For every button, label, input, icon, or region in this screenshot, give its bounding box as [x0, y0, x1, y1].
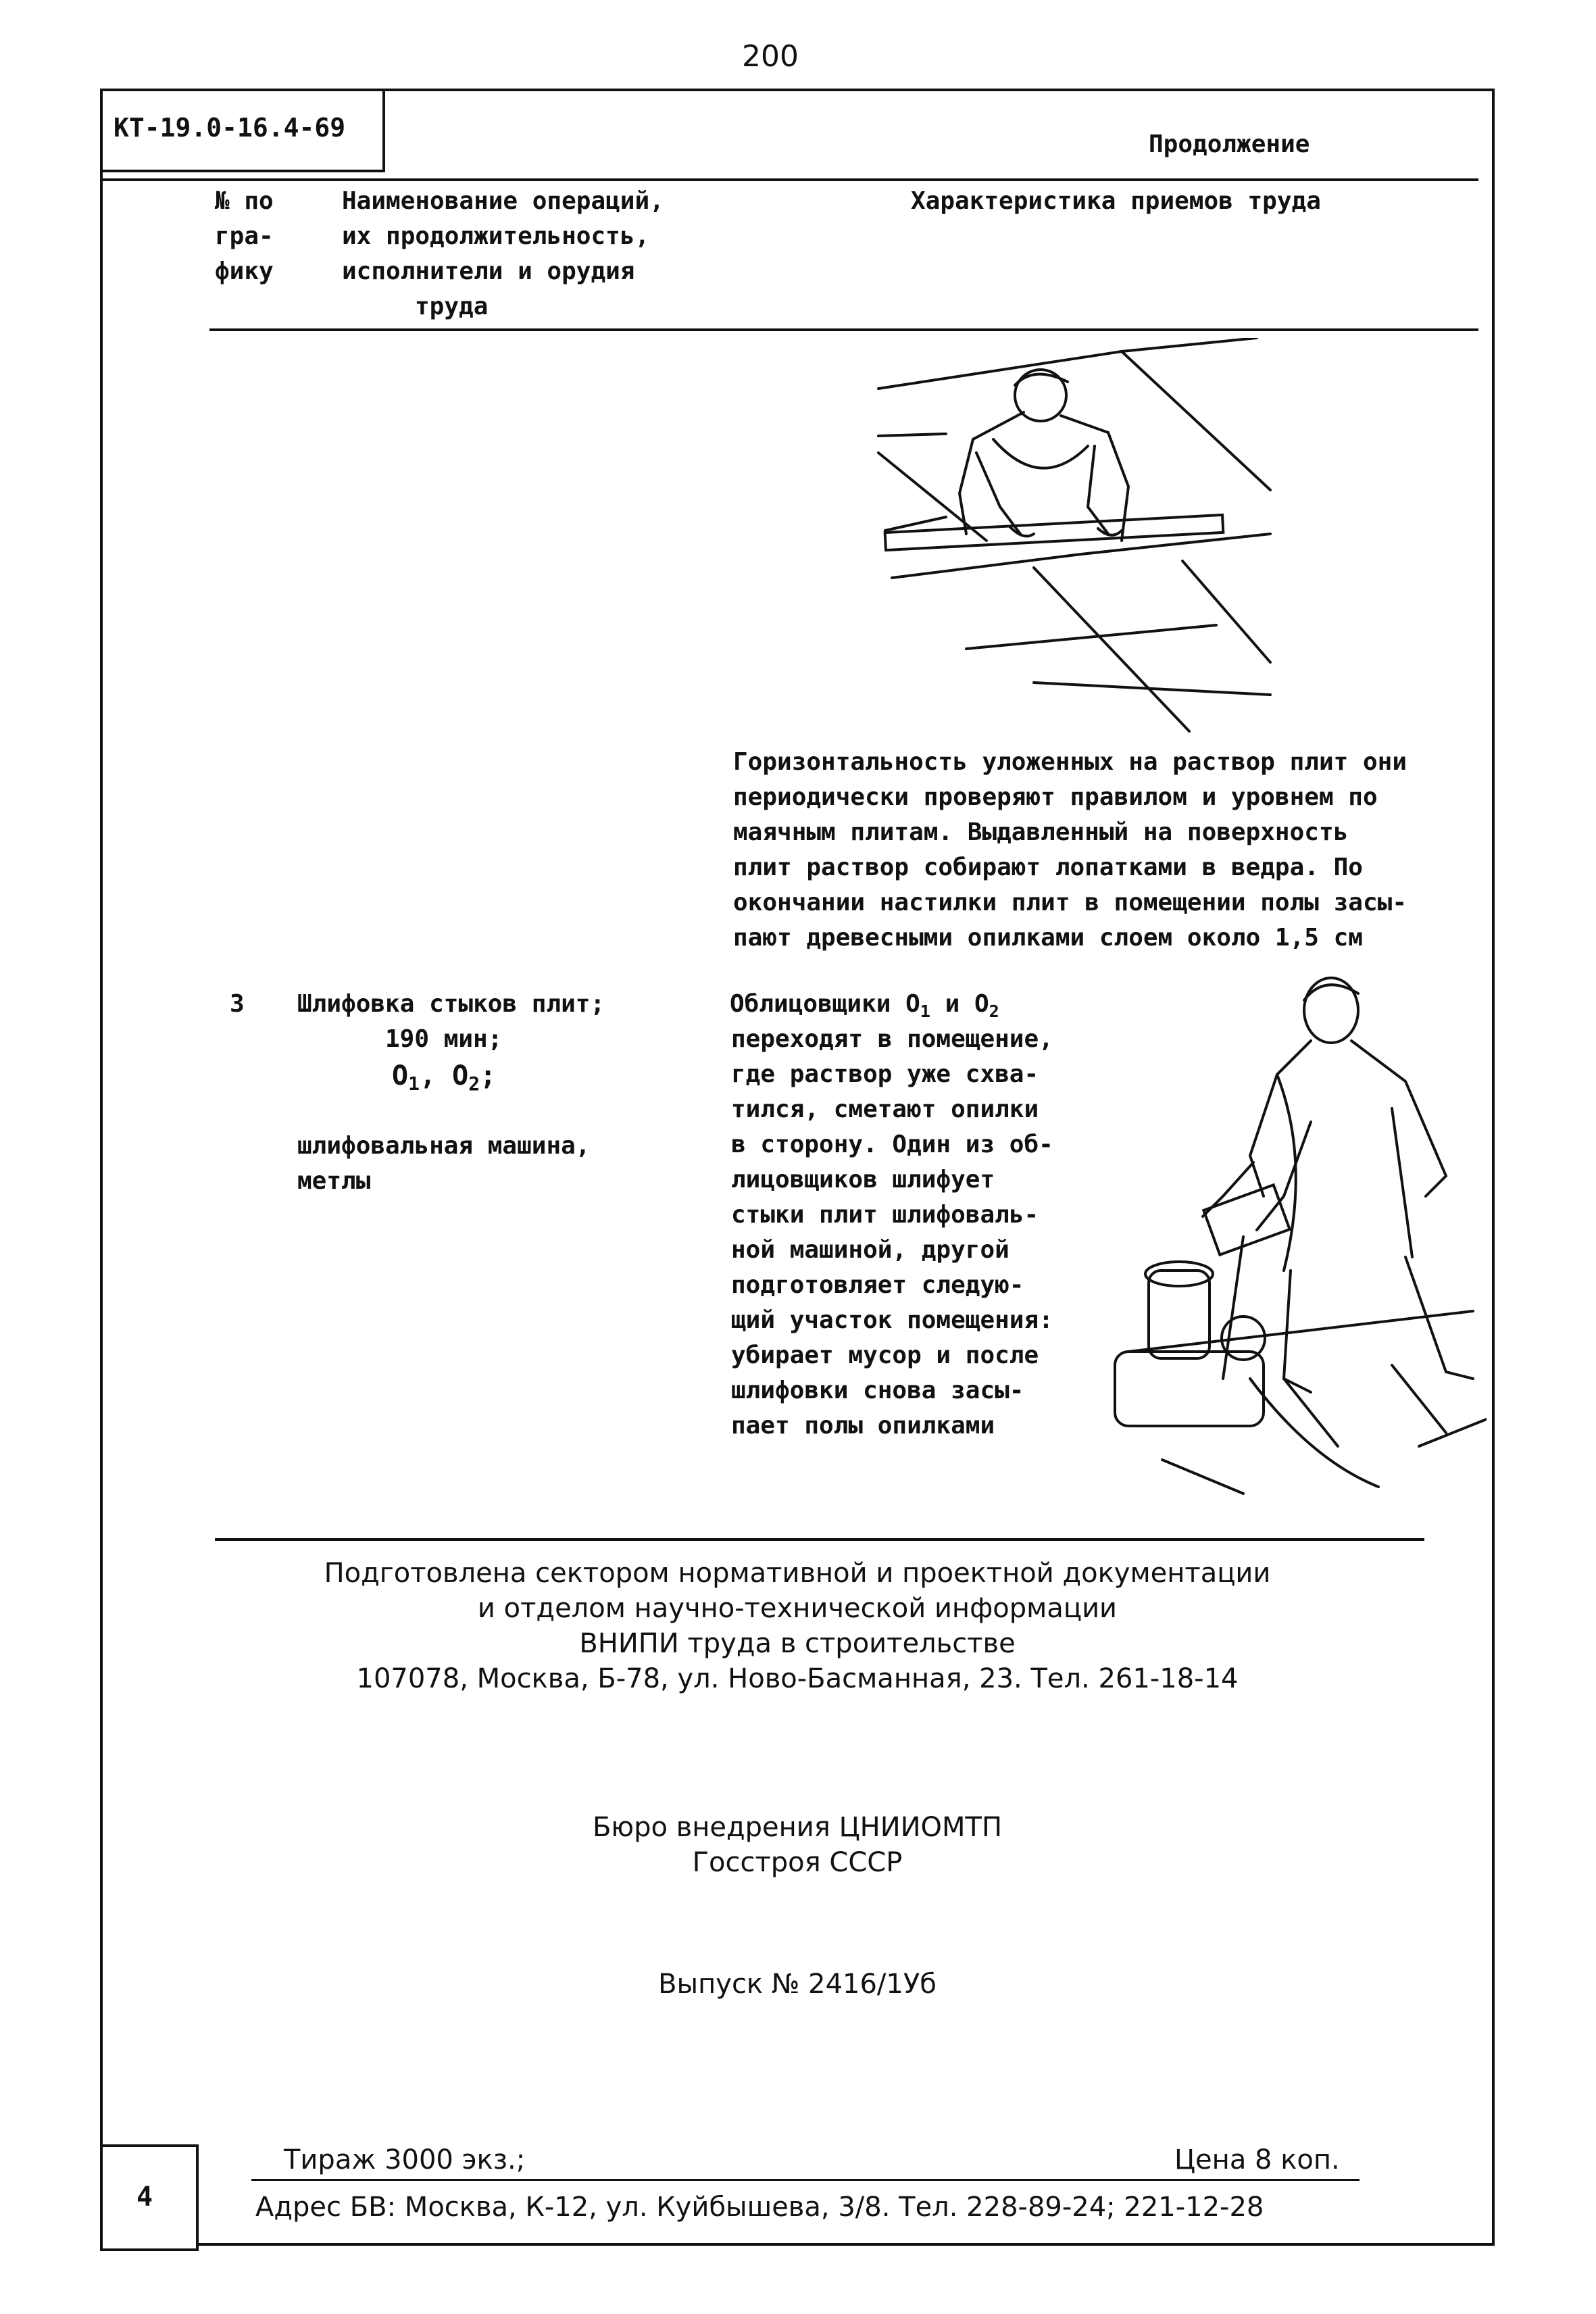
footer-separator — [215, 1538, 1424, 1541]
desc-line: шлифовки снова засы- — [731, 1377, 1024, 1404]
desc-sub: 2 — [989, 1002, 999, 1021]
row3-duration: 190 мин; — [385, 1025, 503, 1053]
desc-sub: 1 — [920, 1002, 930, 1021]
footer-bureau — [392, 1810, 1203, 1880]
worker-sep: , O — [419, 1060, 469, 1091]
illustration-checking-plates — [865, 338, 1297, 743]
header-col-name-line: исполнители и орудия — [342, 257, 635, 285]
worker-head — [1304, 978, 1358, 1043]
footer-address: Адрес БВ: Москва, К-12, ул. Куйбышева, 3/8. Тел. 228-89-24; 221-12-28 — [255, 2192, 1264, 2223]
header-col-name-line: Наименование операций, — [342, 187, 664, 215]
footer-circulation: Тираж 3000 экз.; — [284, 2144, 526, 2175]
floor-line — [1392, 1365, 1446, 1433]
row3-num: 3 — [230, 990, 245, 1018]
footer-prepared — [257, 1556, 1338, 1696]
header-col-num-line: № по — [215, 187, 274, 215]
desc-line: убирает мусор и после — [731, 1341, 1039, 1369]
floor-line — [878, 434, 946, 436]
desc-line: тился, сметают опилки — [731, 1096, 1039, 1123]
bureau-line: Бюро внедрения ЦНИИОМТП — [592, 1812, 1003, 1843]
frame-left — [100, 89, 103, 2246]
header-col-name — [342, 184, 664, 324]
bureau-line: Госстроя СССР — [692, 1847, 903, 1878]
header-line-bottom — [209, 328, 1478, 331]
frame-right — [1492, 89, 1495, 2246]
desc-line: плит раствор собирают лопатками в ведра. По — [733, 854, 1363, 881]
machine-handle — [1203, 1185, 1289, 1254]
header-col-name-line: их продолжительность, — [342, 222, 650, 250]
footer-issue: Выпуск № 2416/1Уб — [658, 1969, 937, 2000]
machine-base — [1115, 1352, 1264, 1426]
floor-line — [1122, 351, 1270, 490]
row3-description — [731, 1022, 1053, 1444]
sheet-number: 4 — [136, 2182, 153, 2213]
prepared-line: и отделом научно-технической информации — [477, 1593, 1118, 1624]
machine-motor-cap — [1145, 1262, 1213, 1286]
worker-body — [959, 412, 1024, 534]
worker-body — [993, 439, 1088, 468]
doc-code: КТ-19.0-16.4-69 — [114, 113, 346, 143]
desc-line: подготовляет следую- — [731, 1271, 1024, 1299]
prepared-line: 107078, Москва, Б-78, ул. Ново-Басманная, 23. Тел. 261-18-14 — [356, 1663, 1239, 1694]
prepared-line: Подготовлена сектором нормативной и проектной документации — [324, 1558, 1271, 1589]
header-line-top — [100, 178, 1478, 181]
desc-line: окончании настилки плит в помещении полы засы- — [733, 889, 1407, 916]
header-col-num-line: фику — [215, 257, 274, 285]
page-number: 200 — [742, 39, 799, 74]
worker-body — [1250, 1041, 1311, 1196]
desc-line: в сторону. Один из об- — [731, 1131, 1053, 1158]
desc-line: лицовщиков шлифует — [731, 1166, 995, 1193]
worker-hand — [1010, 527, 1034, 536]
desc-line: переходят в помещение, — [731, 1025, 1053, 1053]
frame-bottom — [100, 2243, 1495, 2246]
prev-row-description — [733, 745, 1407, 956]
prepared-line: ВНИПИ труда в строительстве — [579, 1628, 1016, 1659]
desc-line: маячным плитам. Выдавленный на поверхность — [733, 818, 1349, 846]
worker-sub: 1 — [408, 1073, 420, 1095]
floor-line — [1034, 568, 1189, 731]
desc-line: пает полы опилками — [731, 1412, 995, 1439]
desc-text: Облицовщики O — [730, 990, 920, 1018]
worker-o: O — [392, 1060, 409, 1091]
worker-body — [1351, 1041, 1446, 1196]
header-col-desc: Характеристика приемов труда — [911, 187, 1321, 215]
floor-line — [1162, 1460, 1243, 1494]
tools-line: шлифовальная машина, — [297, 1132, 591, 1160]
floor-line — [1128, 1311, 1473, 1352]
floor-line — [885, 517, 946, 531]
row3-name: Шлифовка стыков плит; — [297, 990, 605, 1018]
floor-line — [1419, 1419, 1487, 1446]
desc-line: периодически проверяют правилом и уровнем по — [733, 783, 1378, 811]
sheet-box — [100, 2144, 199, 2251]
desc-line: пают древесными опилками слоем около 1,5 см — [733, 924, 1363, 952]
tools-line: метлы — [297, 1167, 371, 1195]
worker-sub: 2 — [468, 1073, 480, 1095]
row3-tools — [297, 1129, 590, 1199]
worker-body — [1392, 1108, 1412, 1257]
machine-cable — [1250, 1379, 1378, 1487]
desc-text: и O — [930, 990, 989, 1018]
footer-price: Цена 8 коп. — [1174, 2144, 1340, 2175]
worker-arm — [976, 453, 1020, 534]
desc-line: ной машиной, другой — [731, 1236, 1009, 1264]
continuation-label: Продолжение — [1149, 130, 1310, 158]
floor-line — [1284, 1379, 1338, 1446]
header-col-name-line: труда — [415, 293, 489, 320]
doc-code-box — [100, 89, 385, 172]
header-col-num — [215, 184, 274, 289]
floor-line — [1182, 561, 1270, 662]
desc-line: щий участок помещения: — [731, 1306, 1053, 1334]
header-col-num-line: гра- — [215, 222, 274, 250]
address-line — [251, 2179, 1360, 2181]
desc-line: стыки плит шлифоваль- — [731, 1201, 1039, 1229]
illustration-grinding — [1108, 973, 1487, 1500]
worker-hand — [1098, 528, 1122, 535]
desc-line: Горизонтальность уложенных на раствор плит они — [733, 748, 1407, 776]
row3-workers — [392, 1058, 496, 1102]
desc-line: где раствор уже схва- — [731, 1060, 1039, 1088]
worker-end: ; — [480, 1060, 497, 1091]
